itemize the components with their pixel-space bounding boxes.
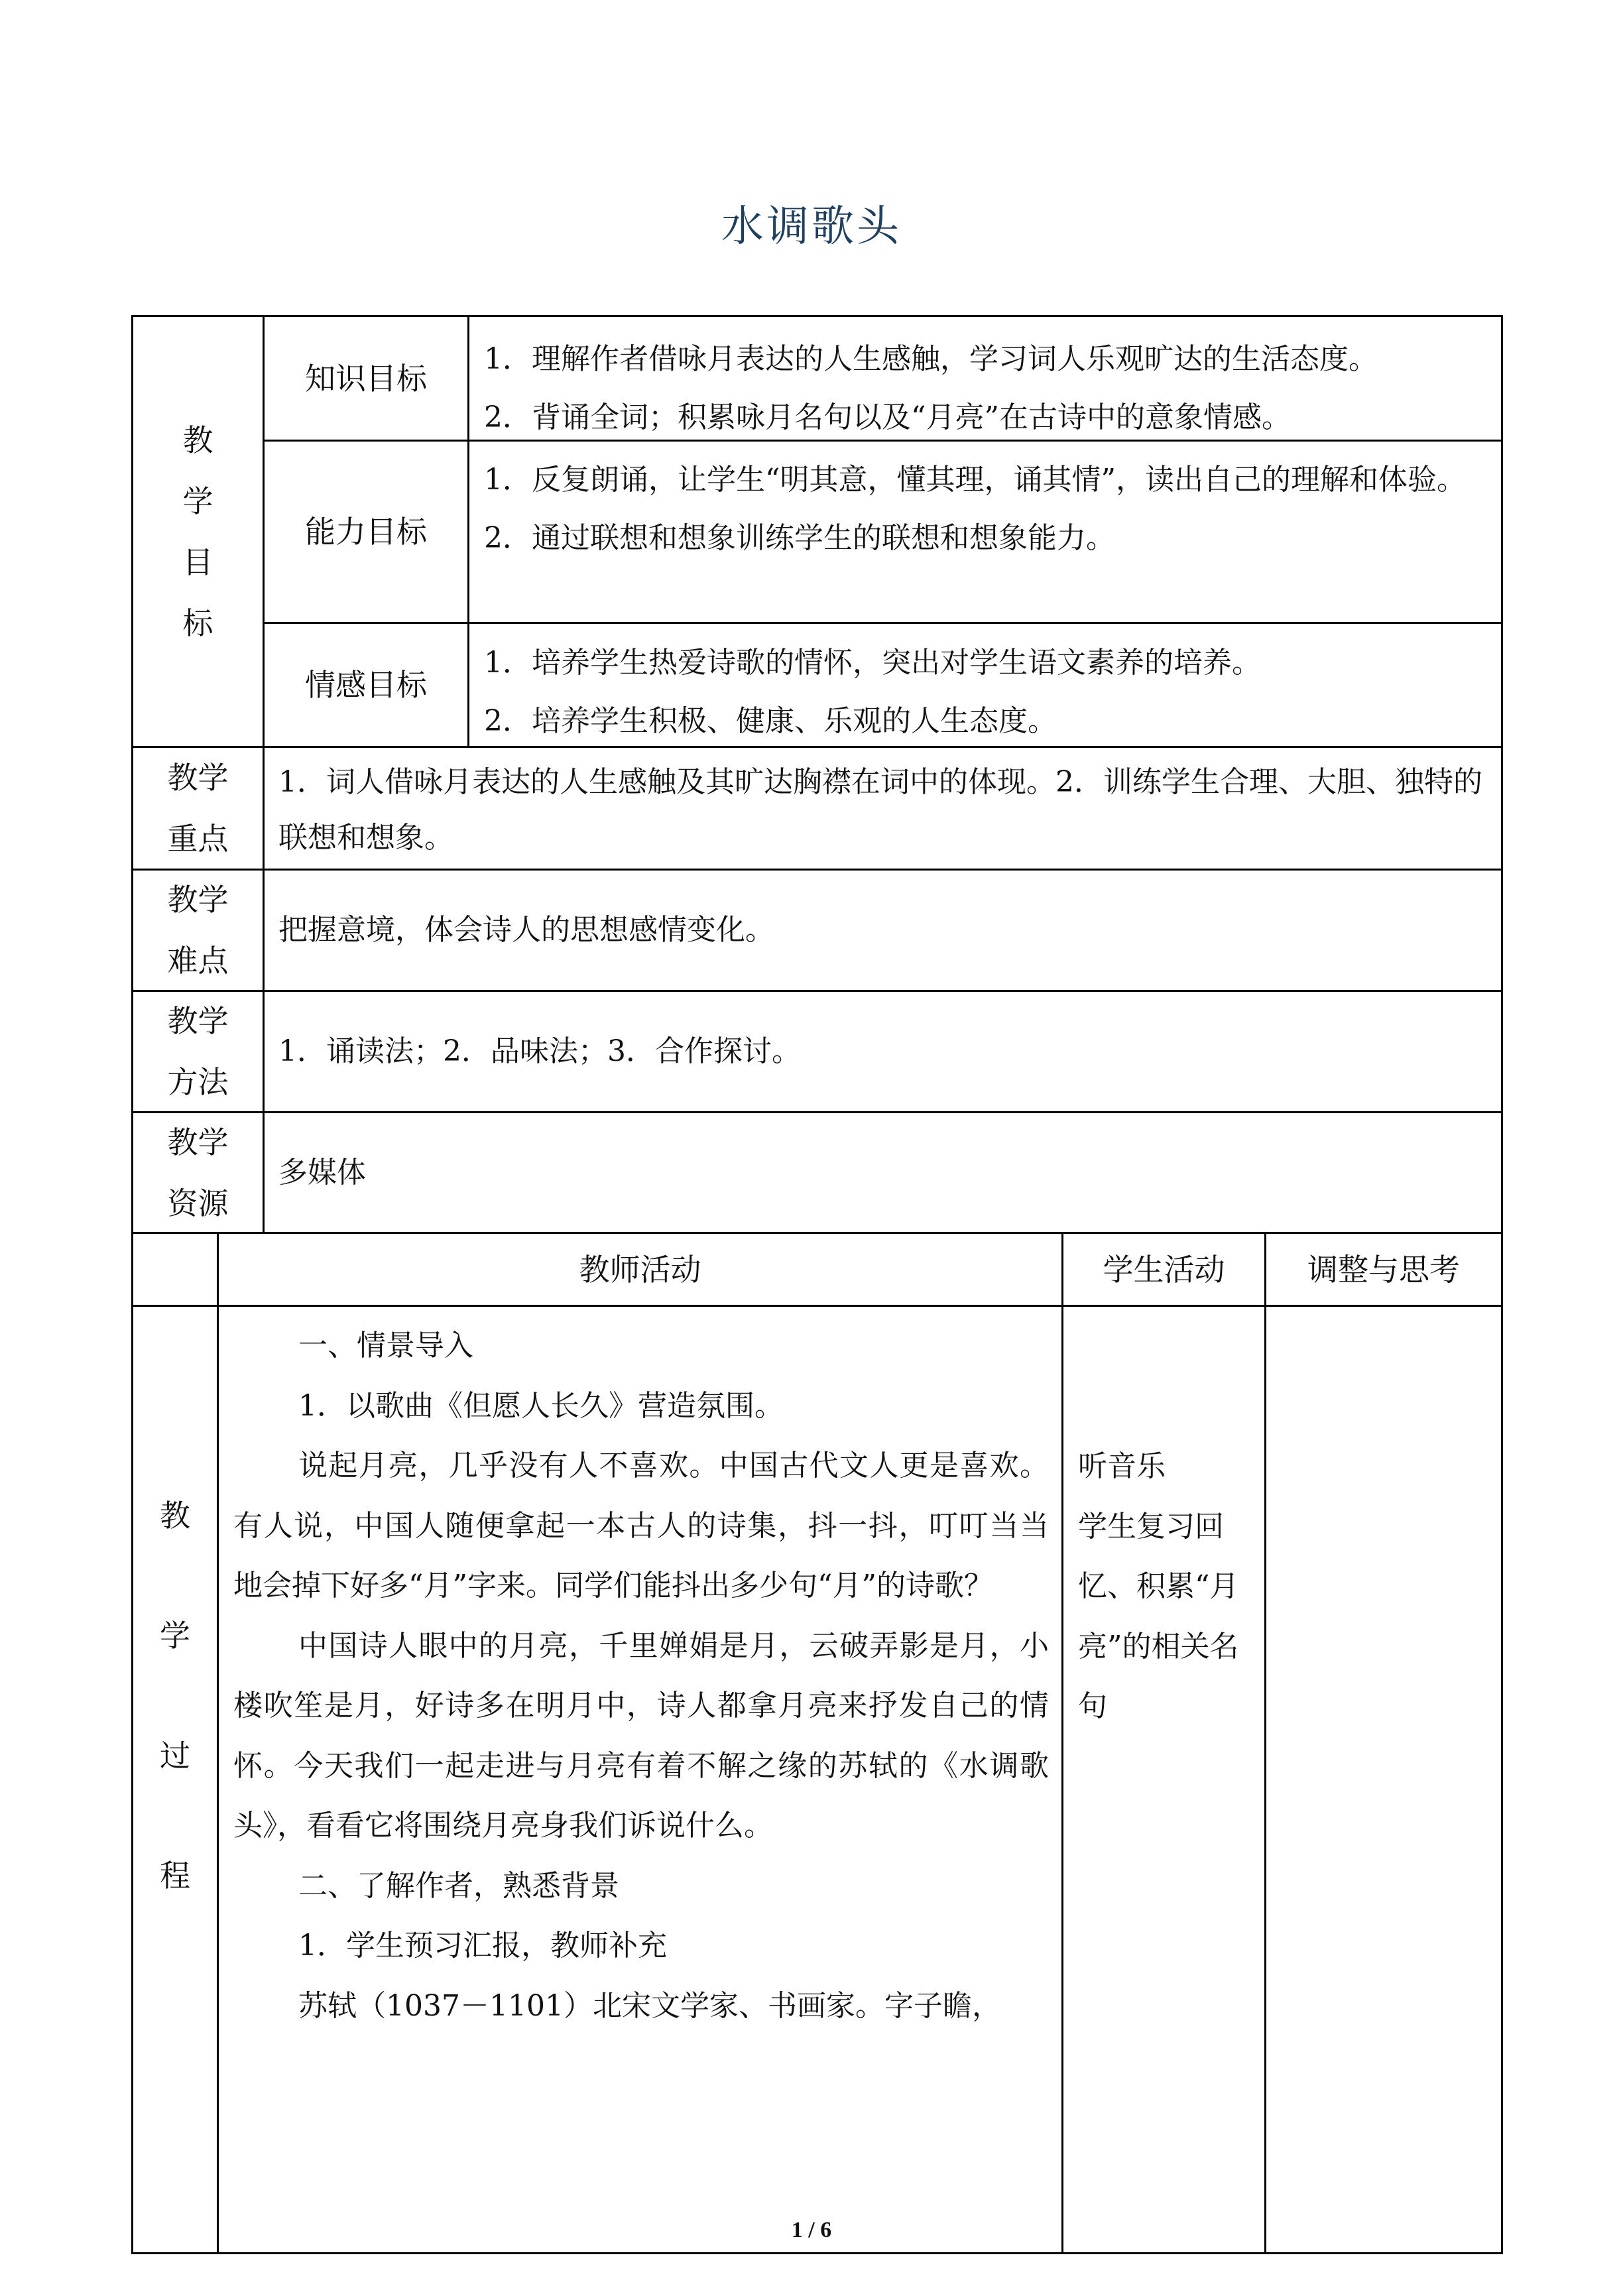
process-label [133, 1307, 217, 2252]
key-points-label-line: 教学 [167, 760, 229, 796]
ability-objective-content [484, 451, 1492, 617]
difficulties-label [133, 871, 263, 990]
teacher-activity-paragraph: 苏轼（1037－1101）北宋文学家、书画家。字子瞻， [298, 1988, 1001, 2023]
student-activity-header: 学生活动 [1103, 1251, 1225, 1288]
process-label-char: 教 [160, 1498, 190, 1534]
objectives-label-char: 学 [182, 483, 213, 519]
key-points-label-line: 重点 [167, 821, 229, 857]
teacher-activity-paragraph: 说起月亮，几乎没有人不喜欢。中国古代文人更是喜欢。有人说，中国人随便拿起一本古人的诗集，抖一抖，叮叮当当地会掉下好多“月”字来。同学们能抖出多少句“月”的诗歌？ [233, 1449, 1049, 1602]
teacher-activity-paragraph: 一、情景导入 [298, 1329, 473, 1362]
col-divider [217, 1232, 219, 2254]
methods-label-line: 方法 [167, 1064, 229, 1100]
key-points-content: 1．词人借咏月表达的人生感触及其旷达胸襟在词中的体现。2．训练学生合理、大胆、独特的联想和想象。 [278, 765, 1482, 855]
difficulties-label-line: 教学 [167, 882, 229, 918]
emotion-objective-label: 情感目标 [305, 667, 427, 703]
process-label-char: 过 [160, 1738, 190, 1774]
emotion-objective-line: 2．培养学生积极、健康、乐观的人生态度。 [484, 704, 1057, 738]
methods-label-line: 教学 [167, 1003, 229, 1039]
col-divider [467, 315, 469, 746]
reflection-content [1266, 1307, 1501, 2252]
teacher-activity-paragraph: 1．以歌曲《但愿人长久》营造氛围。 [298, 1388, 784, 1423]
emotion-objective-line: 1．培养学生热爱诗歌的情怀，突出对学生语文素养的培养。 [484, 646, 1261, 680]
teacher-activity-paragraph: 1．学生预习汇报，教师补充 [298, 1929, 667, 1963]
page-number: 1 / 6 [791, 2218, 832, 2242]
difficulties-content: 把握意境，体会诗人的思想感情变化。 [278, 913, 774, 947]
teacher-activity-paragraph: 中国诗人眼中的月亮，千里婵娟是月，云破弄影是月，小楼吹笙是月，好诗多在明月中，诗人都拿月亮来抒发自己的情怀。今天我们一起走进与月亮有着不解之缘的苏轼的《水调歌头》，看看它将围绕月亮身我们诉说什么。 [233, 1628, 1049, 1843]
teacher-activity-content [233, 1316, 1049, 2251]
student-activity-content [1078, 1437, 1257, 1835]
ability-objective-label: 能力目标 [305, 514, 427, 550]
methods-label [133, 992, 263, 1111]
resources-label-line: 教学 [167, 1124, 229, 1160]
knowledge-objective-label: 知识目标 [305, 360, 427, 396]
reflection-header: 调整与思考 [1307, 1251, 1460, 1288]
difficulties-label-line: 难点 [167, 943, 229, 979]
student-activity-line: 听音乐 [1078, 1449, 1166, 1483]
objectives-label-char: 教 [182, 422, 213, 458]
process-label-char: 程 [160, 1858, 190, 1894]
resources-label-line: 资源 [167, 1185, 229, 1221]
methods-content: 1．诵读法；2．品味法；3．合作探讨。 [278, 1034, 801, 1068]
emotion-objective-content [484, 634, 1492, 743]
resources-label [133, 1113, 263, 1232]
ability-objective-line: 2．通过联想和想象训练学生的联想和想象能力。 [484, 521, 1115, 555]
document-title: 水调歌头 [721, 202, 902, 251]
knowledge-objective-line: 2．背诵全词；积累咏月名句以及“月亮”在古诗中的意象情感。 [484, 400, 1291, 434]
key-points-label [133, 748, 263, 869]
objectives-label [133, 317, 263, 746]
process-label-char: 学 [160, 1618, 190, 1654]
resources-content: 多媒体 [278, 1155, 366, 1189]
knowledge-objective-content [484, 330, 1492, 436]
col-divider [1061, 1232, 1063, 2254]
teacher-activity-header: 教师活动 [579, 1251, 701, 1288]
student-activity-line: 学生复习回忆、积累“月亮”的相关名句 [1078, 1509, 1239, 1723]
ability-objective-line: 1．反复朗诵，让学生“明其意，懂其理，诵其情”，读出自己的理解和体验。 [484, 463, 1466, 497]
knowledge-objective-line: 1．理解作者借咏月表达的人生感触，学习词人乐观旷达的生活态度。 [484, 342, 1378, 376]
teacher-activity-paragraph: 二、了解作者，熟悉背景 [298, 1868, 619, 1903]
objectives-label-char: 标 [182, 605, 213, 641]
objectives-label-char: 目 [182, 544, 213, 580]
